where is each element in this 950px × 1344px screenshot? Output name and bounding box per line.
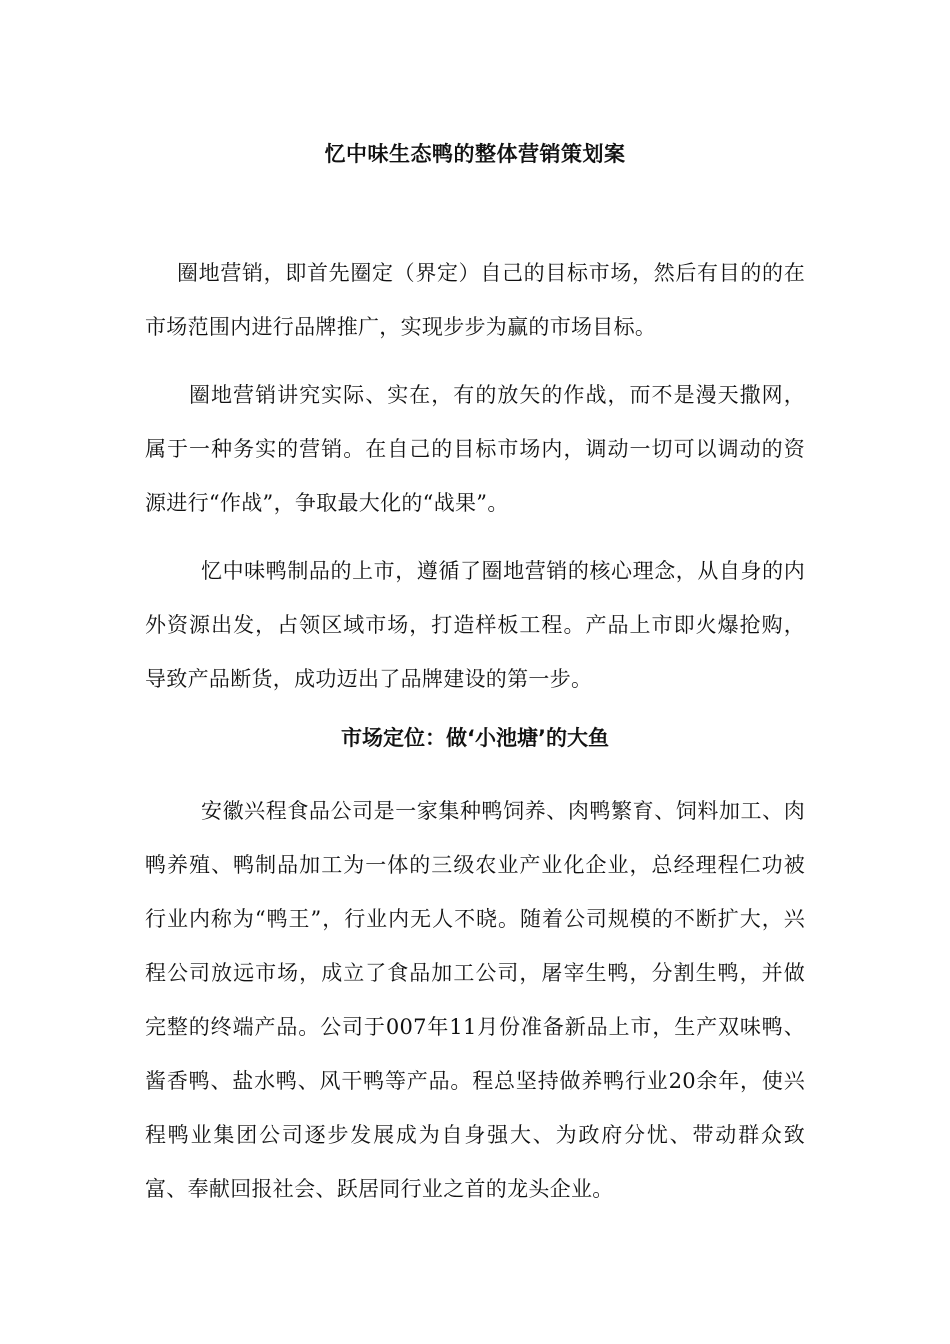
paragraph-2: 圈地营销讲究实际、实在，有的放矢的作战，而不是漫天撒网，属于一种务实的营销。在自己的目标市场内，调动一切可以调动的资源进行“作战”，争取最大化的“战果”。 [145, 383, 805, 515]
section-heading: 市场定位：做‘小池塘’的大鱼 [341, 726, 609, 750]
section-paragraph-1: 安徽兴程食品公司是一家集种鸭饲养、肉鸭繁育、饲料加工、肉鸭养殖、鸭制品加工为一体的三级农业产业化企业，总经理程仁功被行业内称为“鸭王”，行业内无人不晓。随着公司规模的不断扩大，兴程公司放远市场，成立了食品加工公司，屠宰生鸭，分割生鸭，并做完整的终端产品。公司于007年11月份准备新品上市，生产双味鸭、酱香鸭、盐水鸭、风干鸭等产品。程总坚持做养鸭行业20余年，使兴程鸭业集团公司逐步发展成为自身强大、为政府分忧、带动群众致富、奉献回报社会、跃居同行业之首的龙头企业。 [145, 799, 805, 1201]
document-title: 忆中味生态鸭的整体营销策划案 [324, 142, 626, 166]
paragraph-1: 圈地营销，即首先圈定（界定）自己的目标市场，然后有目的的在市场范围内进行品牌推广，实现步步为赢的市场目标。 [145, 261, 805, 339]
paragraph-3: 忆中味鸭制品的上市，遵循了圈地营销的核心理念，从自身的内外资源出发，占领区域市场，打造样板工程。产品上市即火爆抢购，导致产品断货，成功迈出了品牌建设的第一步。 [145, 559, 805, 691]
